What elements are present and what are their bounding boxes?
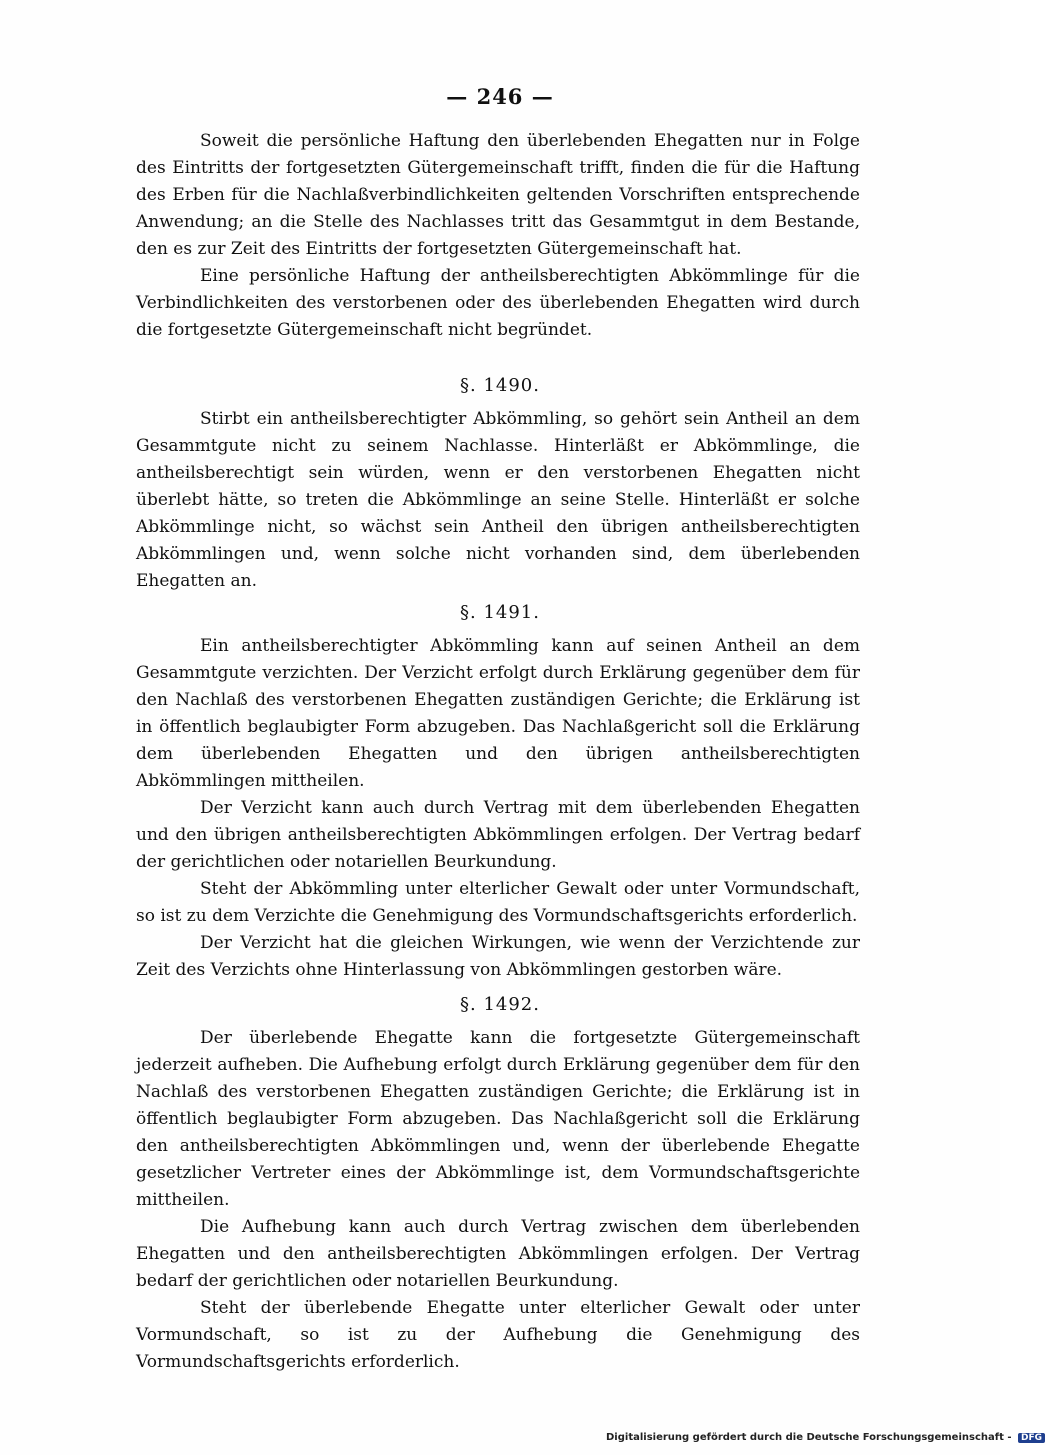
- section-title-1491: §. 1491.: [460, 602, 540, 623]
- intro-block: [136, 128, 860, 344]
- page-number: — 246 —: [446, 84, 554, 109]
- digitization-footer: [606, 1432, 1045, 1443]
- section-1490-body: [136, 406, 860, 595]
- section-title-1490: §. 1490.: [460, 375, 540, 396]
- footer-text: Digitalisierung gefördert durch die Deutsche Forschungsgemeinschaft -: [606, 1432, 1012, 1443]
- section-1491-body: [136, 633, 860, 984]
- paragraph: Der Verzicht kann auch durch Vertrag mit dem überlebenden Ehegatten und den übrigen antheilsberechtigten Abkömmlingen erfolgen. Der Vertrag bedarf der gerichtlichen oder notariellen Beurkundung.: [136, 798, 860, 872]
- section-title-1492: §. 1492.: [460, 994, 540, 1015]
- paragraph: Ein antheilsberechtigter Abkömmling kann auf seinen Antheil an dem Gesammtgute verzichten. Der Verzicht erfolgt durch Erklärung gegenüber dem für den Nachlaß des verstorbenen Ehegatten zuständigen Gerichte; die Erklärung ist in öffentlich beglaubigter Form abzugeben. Das Nachlaßgericht soll die Erklärung dem überlebenden Ehegatten und den übrigen antheilsberechtigten Abkömmlingen mittheilen.: [136, 636, 860, 791]
- paragraph: Der Verzicht hat die gleichen Wirkungen, wie wenn der Verzichtende zur Zeit des Verzichts ohne Hinterlassung von Abkömmlingen gestorben wäre.: [136, 933, 860, 980]
- section-1492-body: [136, 1025, 860, 1376]
- dfg-logo-icon: DFG: [1018, 1433, 1045, 1443]
- paragraph: Stirbt ein antheilsberechtigter Abkömmling, so gehört sein Antheil an dem Gesammtgute nicht zu seinem Nachlasse. Hinterläßt er Abkömmlinge, die antheilsberechtigt sein würden, wenn er den verstorbenen Ehegatten nicht überlebt hätte, so treten die Abkömmlinge an seine Stelle. Hinterläßt er solche Abkömmlinge nicht, so wächst sein Antheil den übrigen antheilsberechtigten Abkömmlingen und, wenn solche nicht vorhanden sind, dem überlebenden Ehegatten an.: [136, 409, 860, 591]
- paragraph: Die Aufhebung kann auch durch Vertrag zwischen dem überlebenden Ehegatten und den antheilsberechtigten Abkömmlingen erfolgen. Der Vertrag bedarf der gerichtlichen oder notariellen Beurkundung.: [136, 1217, 860, 1291]
- paragraph: Eine persönliche Haftung der antheilsberechtigten Abkömmlinge für die Verbindlichkeiten des verstorbenen oder des überlebenden Ehegatten wird durch die fortgesetzte Gütergemeinschaft nicht begründet.: [136, 266, 860, 340]
- paragraph: Soweit die persönliche Haftung den überlebenden Ehegatten nur in Folge des Eintritts der fortgesetzten Gütergemeinschaft trifft, finden die für die Haftung des Erben für die Nachlaßverbindlichkeiten geltenden Vorschriften entsprechende Anwendung; an die Stelle des Nachlasses tritt das Gesammtgut in dem Bestande, den es zur Zeit des Eintritts der fortgesetzten Gütergemeinschaft hat.: [136, 131, 860, 259]
- paragraph: Steht der Abkömmling unter elterlicher Gewalt oder unter Vormundschaft, so ist zu dem Verzichte die Genehmigung des Vormundschaftsgerichts erforderlich.: [136, 879, 860, 926]
- paragraph: Steht der überlebende Ehegatte unter elterlicher Gewalt oder unter Vormundschaft, so ist zu der Aufhebung die Genehmigung des Vormundschaftsgerichts erforderlich.: [136, 1298, 860, 1372]
- paragraph: Der überlebende Ehegatte kann die fortgesetzte Gütergemeinschaft jederzeit aufheben. Die Aufhebung erfolgt durch Erklärung gegenüber dem für den Nachlaß des verstorbenen Ehegatten zuständigen Gerichte; die Erklärung ist in öffentlich beglaubigter Form abzugeben. Das Nachlaßgericht soll die Erklärung den antheilsberechtigten Abkömmlingen und, wenn der überlebende Ehegatte gesetzlicher Vertreter eines der Abkömmlinge ist, dem Vormundschaftsgerichte mittheilen.: [136, 1028, 860, 1210]
